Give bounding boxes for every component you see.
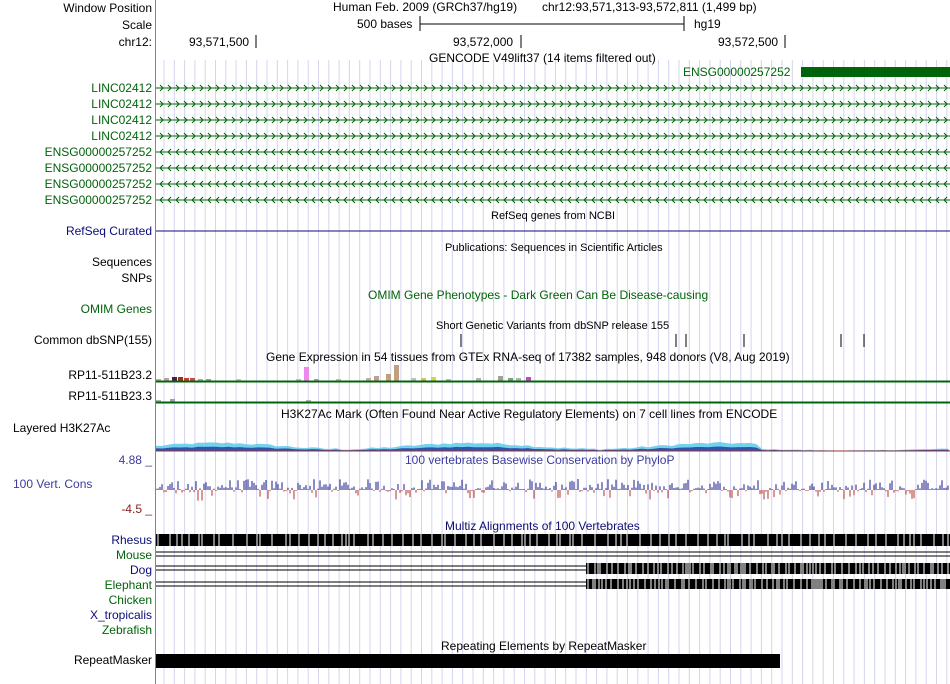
multiz-species-dog[interactable]: Dog [129, 563, 152, 577]
gencode-row-label-4[interactable]: LINC02412 [91, 129, 152, 143]
multiz-rhesus-block [156, 534, 950, 546]
gencode-row-label-8[interactable]: ENSG00000257252 [44, 193, 152, 207]
dbsnp-track-title[interactable]: Short Genetic Variants from dbSNP release 155 [436, 320, 670, 332]
multiz-block [586, 579, 950, 589]
multiz-track-title[interactable]: Multiz Alignments of 100 Vertebrates [445, 519, 640, 533]
gtex-bar [304, 367, 309, 381]
omim-track-title[interactable]: OMIM Gene Phenotypes - Dark Green Can Be Disease-causing [368, 288, 709, 302]
gencode-feature-label[interactable]: ENSG00000257252 [683, 65, 791, 79]
gtex-row-label-1[interactable]: RP11-511B23.2 [68, 368, 152, 382]
cons-max-label: 4.88 _ [118, 453, 152, 467]
refseq-track-title[interactable]: RefSeq genes from NCBI [491, 210, 616, 222]
cons-track-label[interactable]: 100 Vert. Cons [13, 477, 93, 491]
multiz-block [586, 563, 950, 574]
gencode-row-label-1[interactable]: LINC02412 [91, 81, 152, 95]
gencode-track-title[interactable]: GENCODE V49lift37 (14 items filtered out) [429, 51, 656, 65]
gtex-track-title[interactable]: Gene Expression in 54 tissues from GTEx RNA-seq of 17382 samples, 948 donors (V8, Aug 2019) [266, 350, 790, 364]
assembly-text: Human Feb. 2009 (GRCh37/hg19) [333, 0, 518, 14]
gencode-row-label-6[interactable]: ENSG00000257252 [44, 161, 152, 175]
multiz-species-zebrafish[interactable]: Zebrafish [101, 623, 152, 637]
multiz-species-elephant[interactable]: Elephant [104, 578, 152, 592]
omim-track-label[interactable]: OMIM Genes [80, 302, 152, 316]
snps-track-label[interactable]: SNPs [121, 271, 152, 285]
conservation-bars-positive [156, 479, 948, 490]
gtex-bar [374, 376, 379, 381]
cons-track-title[interactable]: 100 vertebrates Basewise Conservation by PhyloP [405, 453, 675, 467]
conservation-bars-negative [164, 490, 914, 501]
window-position-label: Window Position [63, 1, 152, 15]
db-name: hg19 [694, 17, 721, 31]
h3k27ac-track-label[interactable]: Layered H3K27Ac [13, 421, 111, 435]
ruler-tick-label-3: 93,572,500 [718, 35, 779, 49]
scale-label: Scale [121, 18, 152, 32]
cons-min-label: -4.5 _ [121, 502, 152, 516]
gencode-row-label-5[interactable]: ENSG00000257252 [44, 145, 152, 159]
repeatmasker-track-title[interactable]: Repeating Elements by RepeatMasker [441, 639, 647, 653]
ruler-tick-label-2: 93,572,000 [453, 35, 514, 49]
gtex-bar [498, 376, 503, 381]
repeatmasker-track-label[interactable]: RepeatMasker [73, 653, 152, 667]
gtex-bar [178, 377, 183, 381]
tracks-canvas [156, 0, 950, 684]
multiz-species-chicken[interactable]: Chicken [108, 593, 152, 607]
position-text: chr12:93,571,313-93,572,811 (1,499 bp) [542, 0, 757, 14]
dbsnp-track-label[interactable]: Common dbSNP(155) [33, 333, 152, 347]
sequences-track-label[interactable]: Sequences [91, 255, 152, 269]
ruler-tick-label-1: 93,571,500 [189, 35, 250, 49]
gtex-bar [172, 377, 177, 381]
publications-track-title[interactable]: Publications: Sequences in Scientific Articles [445, 242, 663, 254]
chrom-label: chr12: [118, 35, 152, 49]
gtex-bar [386, 374, 391, 381]
gencode-exon-block [801, 67, 950, 77]
refseq-track-label[interactable]: RefSeq Curated [65, 224, 152, 238]
gtex-row-label-2[interactable]: RP11-511B23.3 [68, 389, 152, 403]
track-data-panel[interactable] [156, 0, 950, 684]
gtex-bar [431, 377, 436, 381]
multiz-species-rhesus[interactable]: Rhesus [111, 533, 152, 547]
multiz-species-mouse[interactable]: Mouse [115, 548, 152, 562]
gtex-bar [394, 365, 399, 381]
scale-text: 500 bases [357, 17, 413, 31]
gencode-row-label-7[interactable]: ENSG00000257252 [44, 177, 152, 191]
h3k27ac-track-title[interactable]: H3K27Ac Mark (Often Found Near Active Regulatory Elements) on 7 cell lines from ENCODE [281, 407, 778, 421]
gencode-row-label-2[interactable]: LINC02412 [91, 97, 152, 111]
multiz-species-x-tropicalis[interactable]: X_tropicalis [89, 608, 152, 622]
repeatmasker-block [156, 654, 780, 668]
gencode-row-label-3[interactable]: LINC02412 [91, 113, 152, 127]
gtex-bar [526, 377, 531, 381]
